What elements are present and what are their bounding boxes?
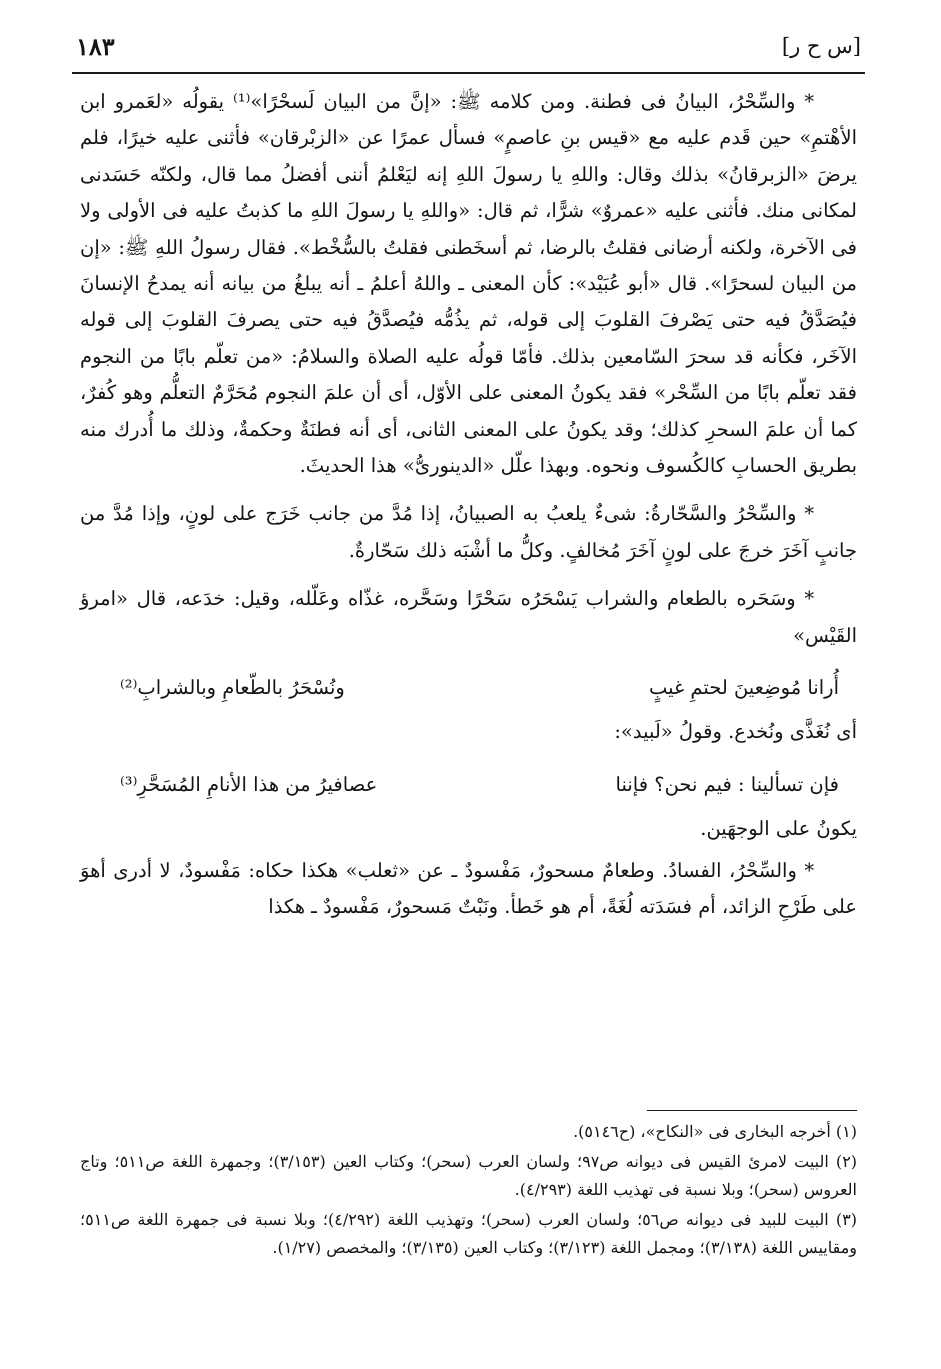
verse-imru-alqays: [120, 668, 839, 708]
footnote-2: (٢) البيت لامرئ القيس فى ديوانه ص٩٧؛ ولسان العرب (سحر)؛ وكتاب العين (٣/١٥٣)؛ وجمهرة اللغة ص٥١١؛ وتاج العروس (سحر)؛ وبلا نسبة فى تهذيب اللغة (٤/٢٩٣).: [80, 1152, 858, 1199]
paragraph-sihr-bayan: * والسِّحْرُ، البيانُ فى فطنة. ومن كلامه ﷺ: «إنَّ من البيان لَسحْرًا»⁽¹⁾ يقولُه «لعَمرو ابن الأهْتمِ» حين قَدم عليه مع «قيس بنِ عاصمٍ» فسأل عمرًا عن «الزبْرقان» فأثنى عليه خيرًا، فلم يرضَ «الزبرقانُ» بذلك وقال: واللهِ يا رسولَ اللهِ إنه ليَعْلمُ أننى أفضلُ مما قال، ولكنّه حَسَدنى لمكانى منك. فأثنى عليه «عمروٌ» شرًّا، ثم قال: «واللهِ يا رسولَ اللهِ ما كذبتُ عليه فى الأولى ولا فى الآخرة، ولكنه أرضانى فقلتُ بالرضا، ثم أسخَطنى فقلتُ بالسُّخْط». فقال رسولُ اللهِ ﷺ: «إن من البيان لسحرًا». قال «أبو عُبَيْد»: كأن المعنى ـ واللهُ أعلمُ ـ أنه يبلغُ من بيانه أنه يمدحُ الإنسانَ فيُصَدَّقُ فيه حتى يَصْرفَ القلوبَ إلى قوله، ثم يذُمُّه فيُصدَّقُ فيه حتى يصرفَ القلوبَ إلى قوله الآخَر، فكأنه قد سحرَ السّامعين بذلك. فأمّا قولُه عليه الصلاة والسلامُ: «من تعلّم بابًا من النجوم فقد تعلّم بابًا من السِّحْر» فقد يكونُ المعنى على الأوّل، أى أن علمَ النجوم مُحَرَّمٌ التعلُّم وهو كُفرٌ، كما أن علمَ السحرِ كذلك؛ وقد يكونُ على المعنى الثانى، أى أنه فطنَةٌ وحكمةٌ، وذلك ما أُدرك منه بطريق الحسابِ كالكُسوف ونحوه. وبهذا علّل «الدينورىُّ» هذا الحديثَ.: [80, 90, 857, 478]
verse-hemistich-first: فإن تسألينا : فيم نحن؟ فإننا: [615, 772, 839, 796]
page-header: [76, 28, 861, 68]
paragraph-sahhara: * والسِّحْرُ والسَّحّارةُ: شىءٌ يلعبُ به الصبيانُ، إذا مُدَّ من جانب خَرَج على لونٍ، وإذا مُدَّ من جانبٍ آخَرَ خرجَ على لونٍ آخَرَ مُخالفٍ. وكلُّ ما أشْبَه ذلك سَحّارةٌ.: [80, 502, 857, 562]
header-rule: [72, 72, 865, 74]
verse-hemistich-second: عصافيرُ من هذا الأنامِ المُسَحَّرِ⁽³⁾: [120, 772, 378, 796]
paragraph-fasad: * والسِّحْرُ، الفسادُ. وطعامٌ مسحورٌ، مَفْسودٌ ـ عن «ثعلب» هكذا حكاه: مَفْسودٌ، لا أدرى أهوَ على طَرْحِ الزائد، أم فسَدَته لُغَةً، أم هو خَطأ. ونَبْتٌ مَسحورٌ، مَفْسودٌ ـ هكذا: [80, 858, 857, 919]
verse-hemistich-second: ونُسْحَرُ بالطّعامِ وبالشرابِ⁽²⁾: [120, 676, 345, 700]
footnote-rule: [647, 1110, 857, 1111]
footnote-3: (٣) البيت للبيد فى ديوانه ص٥٦؛ ولسان العرب (سحر)؛ وتهذيب اللغة (٤/٢٩٢)؛ وبلا نسبة فى جمهرة اللغة ص٥١١؛ ومقاييس اللغة (٣/١٣٨)؛ ومجمل اللغة (٣/١٢٣)؛ وكتاب العين (٣/١٣٥)؛ والمخصص (١/٢٧).: [80, 1210, 858, 1257]
verse-labid: [120, 765, 839, 805]
footnotes: [80, 1118, 857, 1264]
footnote-1: (١) أخرجه البخارى فى «النكاح»، (ح٥١٤٦).: [573, 1122, 857, 1141]
page-number: ١٨٣: [76, 32, 115, 61]
root-label: [س ح ر]: [781, 34, 861, 58]
verse-note: يكونُ على الوجهَين.: [700, 816, 857, 840]
main-text: [80, 84, 857, 938]
verse-hemistich-first: أُرانا مُوضِعينَ لحتمِ غيبٍ: [648, 676, 839, 700]
paragraph-sahara-taam: * وسَحَره بالطعام والشراب يَسْحَرُه سَحْرًا وسَحَّره، غذّاه وعَلّله، وقيل: خدَعه، قال «امرؤ القَيْس»: [80, 587, 857, 647]
verse-explanation: أى نُغَذَّى ونُخدع. وقولُ «لَبيد»:: [614, 720, 857, 744]
